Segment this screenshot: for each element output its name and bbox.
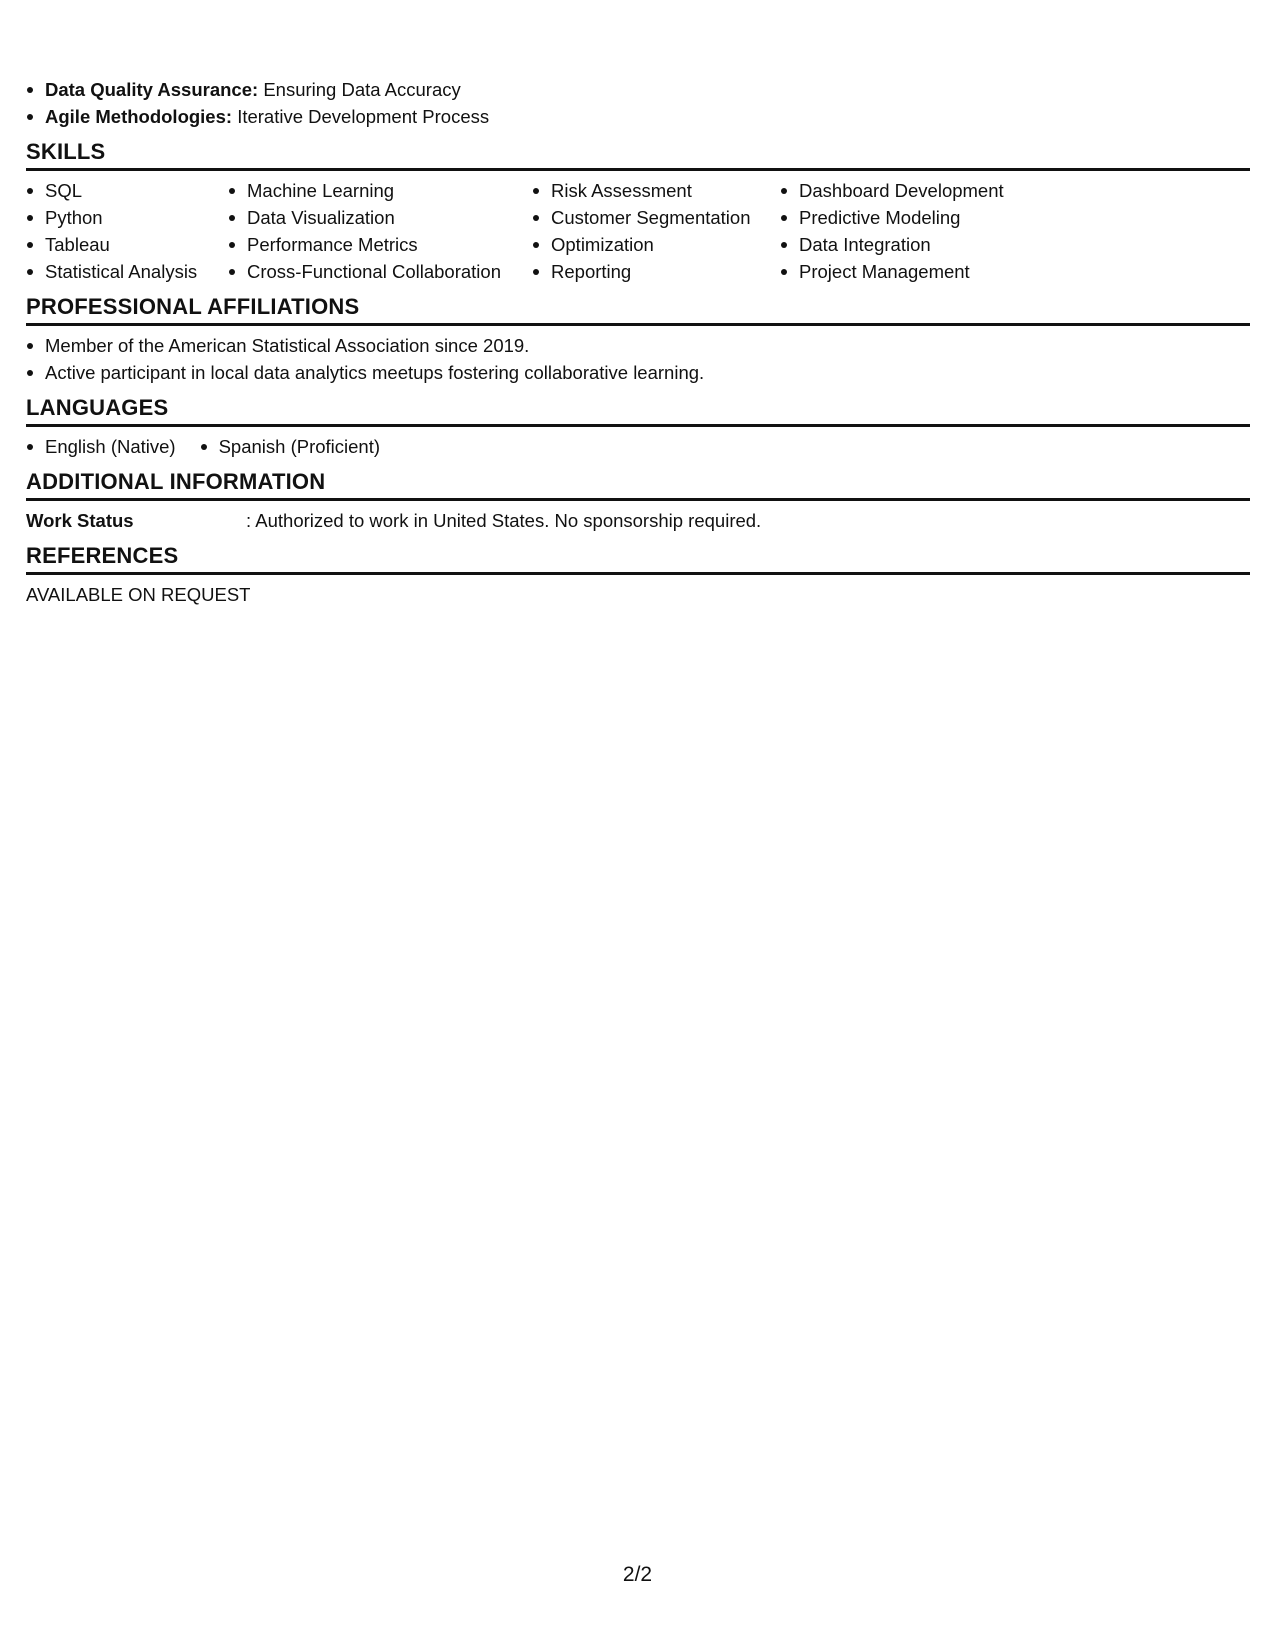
list-item: [26, 76, 1250, 103]
language-item: Spanish (Proficient): [200, 433, 380, 460]
skill-item: Data Visualization: [228, 204, 508, 231]
skill-item: Data Integration: [780, 231, 1040, 258]
skill-item: Machine Learning: [228, 177, 508, 204]
languages-section: [26, 394, 1250, 460]
list-item: Member of the American Statistical Association since 2019.: [26, 332, 1250, 359]
section-title-additional-info: ADDITIONAL INFORMATION: [26, 468, 1250, 501]
skills-column-2: [228, 177, 508, 285]
list-item: [26, 103, 1250, 130]
skill-item: Tableau: [26, 231, 204, 258]
work-status-row: [26, 507, 1250, 534]
section-title-skills: SKILLS: [26, 138, 1250, 171]
skill-item: Cross-Functional Collaboration: [228, 258, 508, 285]
work-status-value: : Authorized to work in United States. No sponsorship required.: [246, 510, 762, 531]
skills-column-1: [26, 177, 204, 285]
section-title-affiliations: PROFESSIONAL AFFILIATIONS: [26, 293, 1250, 326]
bullet-label: Agile Methodologies:: [45, 106, 233, 127]
skills-column-4: [780, 177, 1040, 285]
resume-page: [26, 76, 1250, 608]
skills-grid: [26, 177, 1250, 285]
intro-bullet-list: [26, 76, 1250, 130]
affiliations-list: [26, 332, 1250, 386]
skill-item: Risk Assessment: [532, 177, 756, 204]
skill-item: Reporting: [532, 258, 756, 285]
bullet-label: Data Quality Assurance:: [45, 79, 259, 100]
bullet-text: Iterative Development Process: [237, 106, 490, 127]
skills-column-3: [532, 177, 756, 285]
skill-item: Optimization: [532, 231, 756, 258]
section-title-languages: LANGUAGES: [26, 394, 1250, 427]
references-section: [26, 542, 1250, 608]
skill-item: Predictive Modeling: [780, 204, 1040, 231]
skill-item: Python: [26, 204, 204, 231]
additional-info-section: [26, 468, 1250, 534]
skill-item: Customer Segmentation: [532, 204, 756, 231]
languages-list: [26, 433, 1250, 460]
references-text: AVAILABLE ON REQUEST: [26, 584, 251, 605]
work-status-label: Work Status: [26, 510, 134, 531]
skills-section: [26, 138, 1250, 285]
skill-item: SQL: [26, 177, 204, 204]
affiliations-section: [26, 293, 1250, 386]
list-item: Active participant in local data analytics meetups fostering collaborative learning.: [26, 359, 1250, 386]
skill-item: Statistical Analysis: [26, 258, 204, 285]
skill-item: Project Management: [780, 258, 1040, 285]
bullet-text: Ensuring Data Accuracy: [263, 79, 461, 100]
section-title-references: REFERENCES: [26, 542, 1250, 575]
skill-item: Performance Metrics: [228, 231, 508, 258]
skill-item: Dashboard Development: [780, 177, 1040, 204]
language-item: English (Native): [26, 433, 176, 460]
page-number: 2/2: [622, 1563, 653, 1586]
